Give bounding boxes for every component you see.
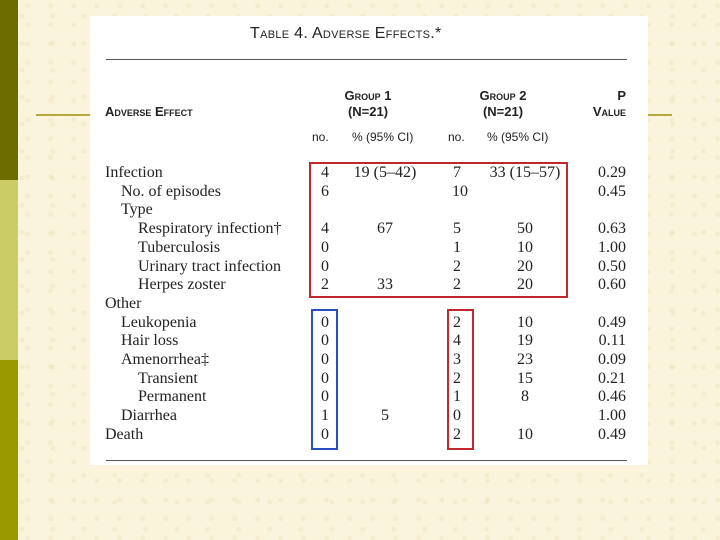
group1-count: 0 (321, 425, 329, 443)
subheader-pct-group1: % (95% CI) (352, 130, 414, 144)
p-value: 0.49 (598, 425, 626, 443)
p-value: 0.50 (598, 257, 626, 275)
header-group1-title: Group 1 (344, 88, 392, 103)
row-label: Other (105, 294, 142, 312)
group2-percent: 10 (517, 313, 533, 331)
row-label: Urinary tract infection (138, 257, 282, 275)
subheader-pct-group2: % (95% CI) (487, 130, 549, 144)
subheader-no-group1: no. (312, 130, 329, 144)
group1-count: 4 (321, 164, 329, 181)
row-label: Amenorrhea‡ (121, 351, 209, 368)
group2-percent: 10 (517, 425, 533, 443)
group1-count: 0 (321, 388, 329, 406)
p-value: 1.00 (598, 238, 626, 256)
group2-count: 2 (453, 313, 461, 331)
group2-count: 0 (453, 407, 461, 425)
bottom-rule (106, 460, 627, 461)
row-label: Transient (138, 369, 198, 387)
group2-count: 4 (453, 332, 461, 350)
p-value: 0.09 (598, 351, 626, 368)
row-label: No. of episodes (121, 182, 221, 200)
group2-percent: 23 (517, 351, 533, 368)
group1-count: 0 (321, 238, 329, 256)
top-rule (106, 59, 627, 60)
group2-percent: 20 (517, 276, 533, 294)
subheader-no-group2: no. (448, 130, 465, 144)
row-label: Leukopenia (121, 313, 197, 331)
group1-percent: 5 (381, 407, 389, 425)
highlight-box-group2-other (447, 309, 474, 450)
p-value: 0.63 (598, 220, 626, 238)
group2-percent: 15 (517, 369, 533, 387)
group2-percent: 19 (517, 332, 533, 350)
p-value: 0.46 (598, 388, 626, 406)
row-label: Respiratory infection† (138, 220, 282, 238)
group1-count: 1 (321, 407, 329, 425)
sidebar-band-dark (0, 0, 18, 180)
p-value: 0.21 (598, 369, 626, 387)
table-row (90, 351, 648, 369)
row-label: Death (105, 425, 144, 443)
row-label: Permanent (138, 388, 207, 406)
group2-percent: 8 (521, 388, 529, 406)
group1-count: 0 (321, 369, 329, 387)
group1-count: 0 (321, 257, 329, 275)
group1-percent: 19 (5–42) (353, 164, 417, 181)
group2-count: 5 (453, 220, 461, 238)
table-image (90, 16, 648, 465)
header-p-value: Value (592, 104, 626, 119)
row-label: Infection (105, 164, 163, 181)
row-label: Diarrhea (121, 407, 177, 425)
table-row (90, 426, 648, 444)
group2-percent: 50 (517, 220, 533, 238)
group1-count: 0 (321, 332, 329, 350)
p-value: 0.49 (598, 313, 626, 331)
group1-count: 2 (321, 276, 329, 294)
table-row (90, 370, 648, 388)
group2-count: 7 (453, 164, 461, 181)
table-row (90, 332, 648, 350)
header-group2-n: (N=21) (482, 104, 524, 119)
group1-count: 4 (321, 220, 329, 238)
row-label: Type (121, 201, 153, 219)
sidebar-band-light (0, 180, 18, 360)
header-p-title: P (617, 88, 626, 103)
p-value: 0.60 (598, 276, 626, 294)
group2-count: 10 (452, 182, 468, 200)
table-row (90, 388, 648, 406)
p-value: 0.29 (598, 164, 626, 181)
group2-percent: 20 (517, 257, 533, 275)
group2-count: 2 (453, 276, 461, 294)
row-label: Tuberculosis (138, 238, 221, 256)
group2-percent: 33 (15–57) (489, 164, 561, 181)
group2-percent: 10 (517, 238, 533, 256)
p-value: 0.45 (598, 182, 626, 200)
group2-count: 2 (453, 369, 461, 387)
group1-count: 0 (321, 351, 329, 368)
highlight-box-group1-other (311, 309, 338, 450)
row-label: Hair loss (121, 332, 179, 350)
header-group1-n: (N=21) (347, 104, 389, 119)
title-accent-line-left (36, 114, 90, 116)
table-row (90, 407, 648, 425)
group2-count: 2 (453, 425, 461, 443)
header-group2-title: Group 2 (479, 88, 527, 103)
sidebar-band-mid (0, 360, 18, 540)
group2-count: 3 (453, 351, 461, 368)
header-adverse-effect: Adverse Effect (105, 104, 193, 119)
group1-percent: 67 (377, 220, 393, 238)
group1-count: 0 (321, 313, 329, 331)
table-title: Table 4. Adverse Effects.* (250, 25, 442, 42)
highlight-box-infection (309, 162, 568, 298)
p-value: 0.11 (598, 332, 626, 350)
group2-count: 1 (453, 388, 461, 406)
group1-percent: 33 (377, 276, 393, 294)
p-value: 1.00 (598, 407, 626, 425)
group2-count: 1 (453, 238, 461, 256)
table-row (90, 314, 648, 332)
group2-count: 2 (453, 257, 461, 275)
title-accent-line-right (648, 114, 672, 116)
row-label: Herpes zoster (138, 276, 226, 294)
group1-count: 6 (321, 182, 329, 200)
